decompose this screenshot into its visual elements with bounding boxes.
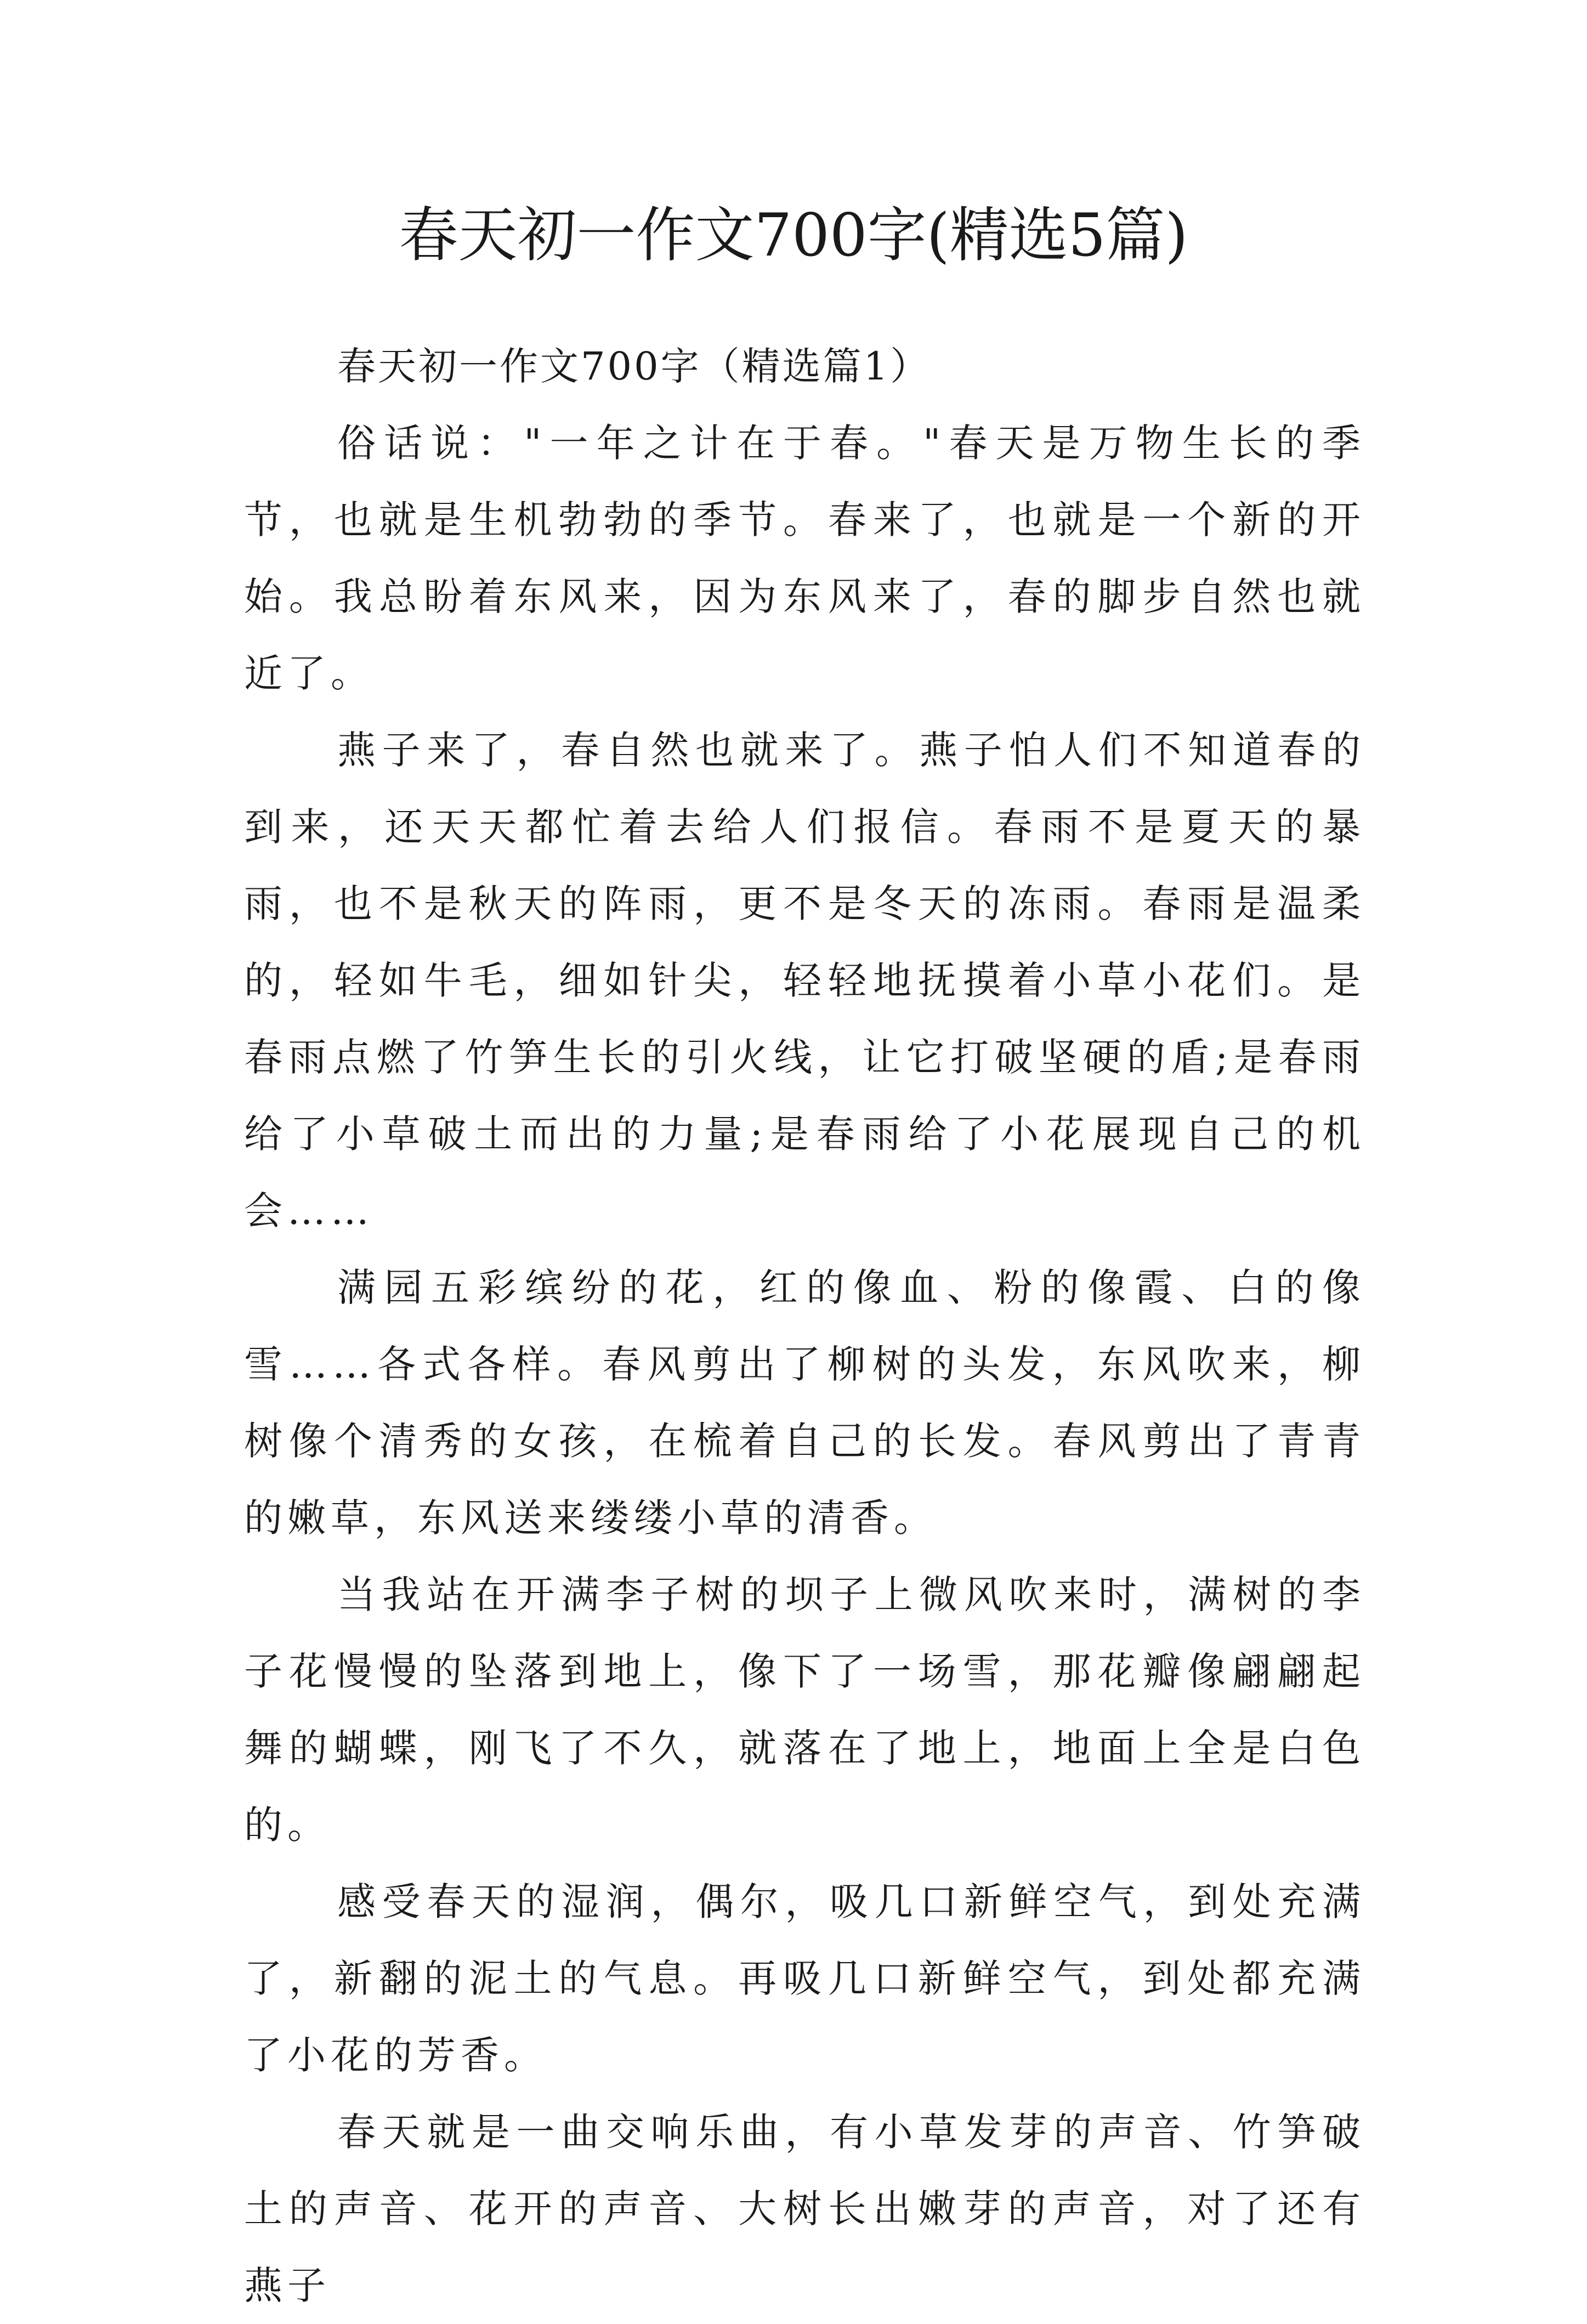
- paragraph-3: 满园五彩缤纷的花，红的像血、粉的像霞、白的像雪……各式各样。春风剪出了柳树的头发，东风吹来，柳树像个清秀的女孩，在梳着自己的长发。春风剪出了青青的嫩草，东风送来缕缕小草的清香。: [244, 1265, 1365, 1540]
- paragraph-4: 当我站在开满李子树的坝子上微风吹来时，满树的李子花慢慢的坠落到地上，像下了一场雪，那花瓣像翩翩起舞的蝴蝶，刚飞了不久，就落在了地上，地面上全是白色的。: [244, 1572, 1365, 1847]
- document-body: [244, 328, 1365, 2324]
- paragraph-1: 俗话说："一年之计在于春。"春天是万物生长的季节，也就是生机勃勃的季节。春来了，也就是一个新的开始。我总盼着东风来，因为东风来了，春的脚步自然也就近了。: [244, 421, 1365, 696]
- document-title: 春天初一作文700字(精选5篇): [399, 201, 1188, 270]
- paragraph-5: 感受春天的湿润，偶尔，吸几口新鲜空气，到处充满了，新翻的泥土的气息。再吸几口新鲜空气，到处都充满了小花的芳香。: [244, 1879, 1365, 2078]
- paragraph-6: 春天就是一曲交响乐曲，有小草发芽的声音、竹笋破土的声音、花开的声音、大树长出嫩芽的声音，对了还有燕子: [244, 2110, 1365, 2308]
- paragraph-2: 燕子来了，春自然也就来了。燕子怕人们不知道春的到来，还天天都忙着去给人们报信。春雨不是夏天的暴雨，也不是秋天的阵雨，更不是冬天的冻雨。春雨是温柔的，轻如牛毛，细如针尖，轻轻地抚摸着小草小花们。是春雨点燃了竹笋生长的引火线，让它打破坚硬的盾;是春雨给了小草破土而出的力量;是春雨给了小花展现自己的机会……: [244, 728, 1365, 1233]
- section-heading: 春天初一作文700字（精选篇1）: [337, 344, 931, 389]
